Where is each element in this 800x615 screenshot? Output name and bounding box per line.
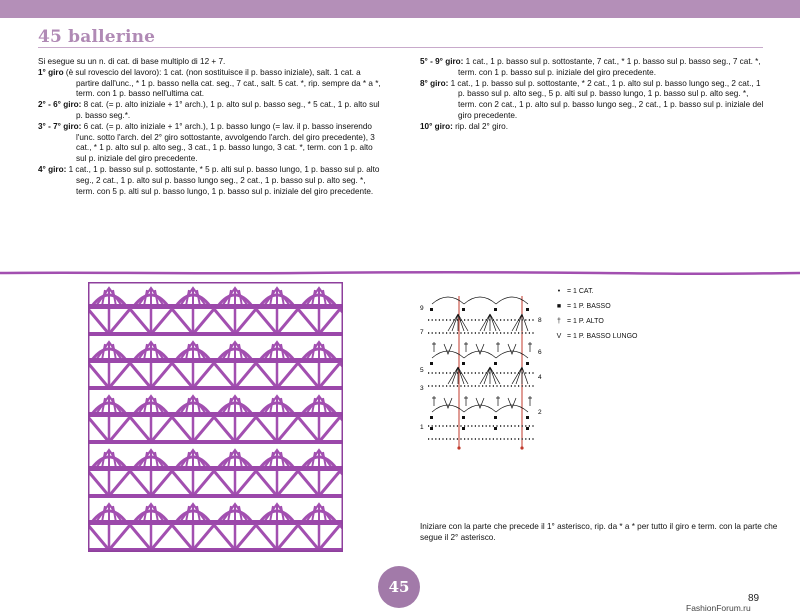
stitch-diagram: [418, 286, 548, 461]
row-label: 10° giro:: [420, 121, 453, 131]
row-text: 6 cat. (= p. alto iniziale + 1° arch.), 1 p. basso lungo (= lav. il p. basso inserendo l'unc. sotto l'arch. del 2° giro sottostante, avvolgendo l'arch. del giro precedente), 3 cat., * 1 p. alto sul p. alto seg., 3 cat., 1 p. basso lungo, 3 cat. *, term. con 1 p. alto sul p. iniziale del giro precedente.: [76, 121, 375, 164]
row-text: (è sul rovescio del lavoro): 1 cat. (non sostituisce il p. basso iniziale), salt. 1 cat. a partire dall'unc., * 1 p. basso nella cat. seg., 7 cat., salt. 5 cat. *, rip. sempre da * a *, term. con 1 p. basso nell'ultima cat.: [63, 67, 381, 99]
repeat-instructions: Iniziare con la parte che precede il 1° asterisco, rip. da * a * per tutto il giro e term. con la parte che segue il 2° asterisco.: [420, 522, 778, 542]
watermark: FashionForum.ru: [686, 603, 751, 613]
legend-item: [553, 316, 703, 331]
row-instruction: [38, 100, 383, 122]
row-instruction: [420, 57, 765, 79]
diagram-row-number: 7: [420, 329, 424, 336]
row-label: 3° - 7° giro:: [38, 121, 82, 131]
row-instruction: [420, 122, 765, 133]
intro-text: Si esegue su un n. di cat. di base multiplo di 12 + 7.: [38, 57, 226, 66]
legend-label: = 1 P. BASSO: [567, 303, 611, 310]
diagram-row-number: 1: [420, 424, 424, 431]
top-color-bar: [0, 0, 800, 18]
dot-icon: •: [557, 288, 561, 295]
row-text: 1 cat., 1 p. basso sul p. sottostante, * 5 p. alti sul p. basso lungo, 1 p. basso sul p. alto seg., 2 cat., 1 p. alto sul p. basso lungo seg., 2 cat., 1 p. basso sul p. alto seg. *, term. con 5 p. alti sul p. basso lungo, 1 p. basso sul p. iniziale del giro precedente.: [66, 164, 380, 196]
row-instruction: [38, 165, 383, 197]
row-text: 1 cat., 1 p. basso sul p. sottostante, * 2 cat., 1 p. alto sul p. basso lungo seg., 2 cat., 1 p. basso sul p. alto seg., 5 p. alti sul p. basso lungo, 1 p. basso sul p. alto seg. *, term. con 2 cat., 1 p. alto sul p. basso lungo seg., 2 cat., 1 p. basso sul p. iniziale del giro precedente.: [448, 78, 764, 120]
instructions-right-column: [420, 57, 765, 133]
pattern-title: 45 ballerine: [38, 27, 156, 47]
diagram-row-number: 2: [538, 409, 542, 416]
square-icon: ■: [556, 303, 562, 310]
legend-label: = 1 CAT.: [567, 288, 594, 295]
diagram-row-number: 6: [538, 349, 542, 356]
row-text: 8 cat. (= p. alto iniziale + 1° arch.), 1 p. alto sul p. basso seg., * 5 cat., 1 p. alto sul p. basso seg.*.: [76, 100, 380, 120]
row-instruction: [38, 122, 383, 165]
yarn-divider: [0, 270, 800, 276]
title-underline: [38, 47, 763, 48]
diagram-row-number: 8: [538, 317, 542, 324]
row-text: 1 cat., 1 p. basso sul p. sottostante, 7 cat., * 1 p. basso sul p. basso seg., 7 cat. *, term. con 1 p. basso sul p. iniziale del giro precedente.: [458, 57, 761, 77]
row-instruction: [38, 68, 383, 100]
row-label: 1° giro: [38, 67, 64, 77]
diagram-row-number: 4: [538, 374, 542, 381]
diagram-row-number: 3: [420, 385, 424, 392]
stitch-legend: [553, 286, 703, 346]
row-text: rip. dal 2° giro.: [452, 121, 509, 131]
legend-item: [553, 331, 703, 346]
diagram-row-number: 9: [420, 305, 424, 312]
legend-item: [553, 286, 703, 301]
crochet-swatch-photo: [88, 282, 343, 552]
row-label: 4° giro:: [38, 164, 67, 174]
page-number: 89: [748, 593, 760, 604]
dagger-icon: †: [557, 318, 561, 325]
legend-item: [553, 301, 703, 316]
legend-label: = 1 P. ALTO: [567, 318, 604, 325]
instructions-left-column: [38, 57, 383, 197]
v-icon: V: [556, 333, 562, 340]
legend-label: = 1 P. BASSO LUNGO: [567, 333, 638, 340]
row-label: 8° giro:: [420, 78, 449, 88]
row-label: 2° - 6° giro:: [38, 100, 82, 110]
row-label: 5° - 9° giro:: [420, 57, 464, 66]
row-instruction: [420, 79, 765, 122]
diagram-row-number: 5: [420, 367, 424, 374]
pattern-number-badge: 45: [378, 566, 420, 608]
